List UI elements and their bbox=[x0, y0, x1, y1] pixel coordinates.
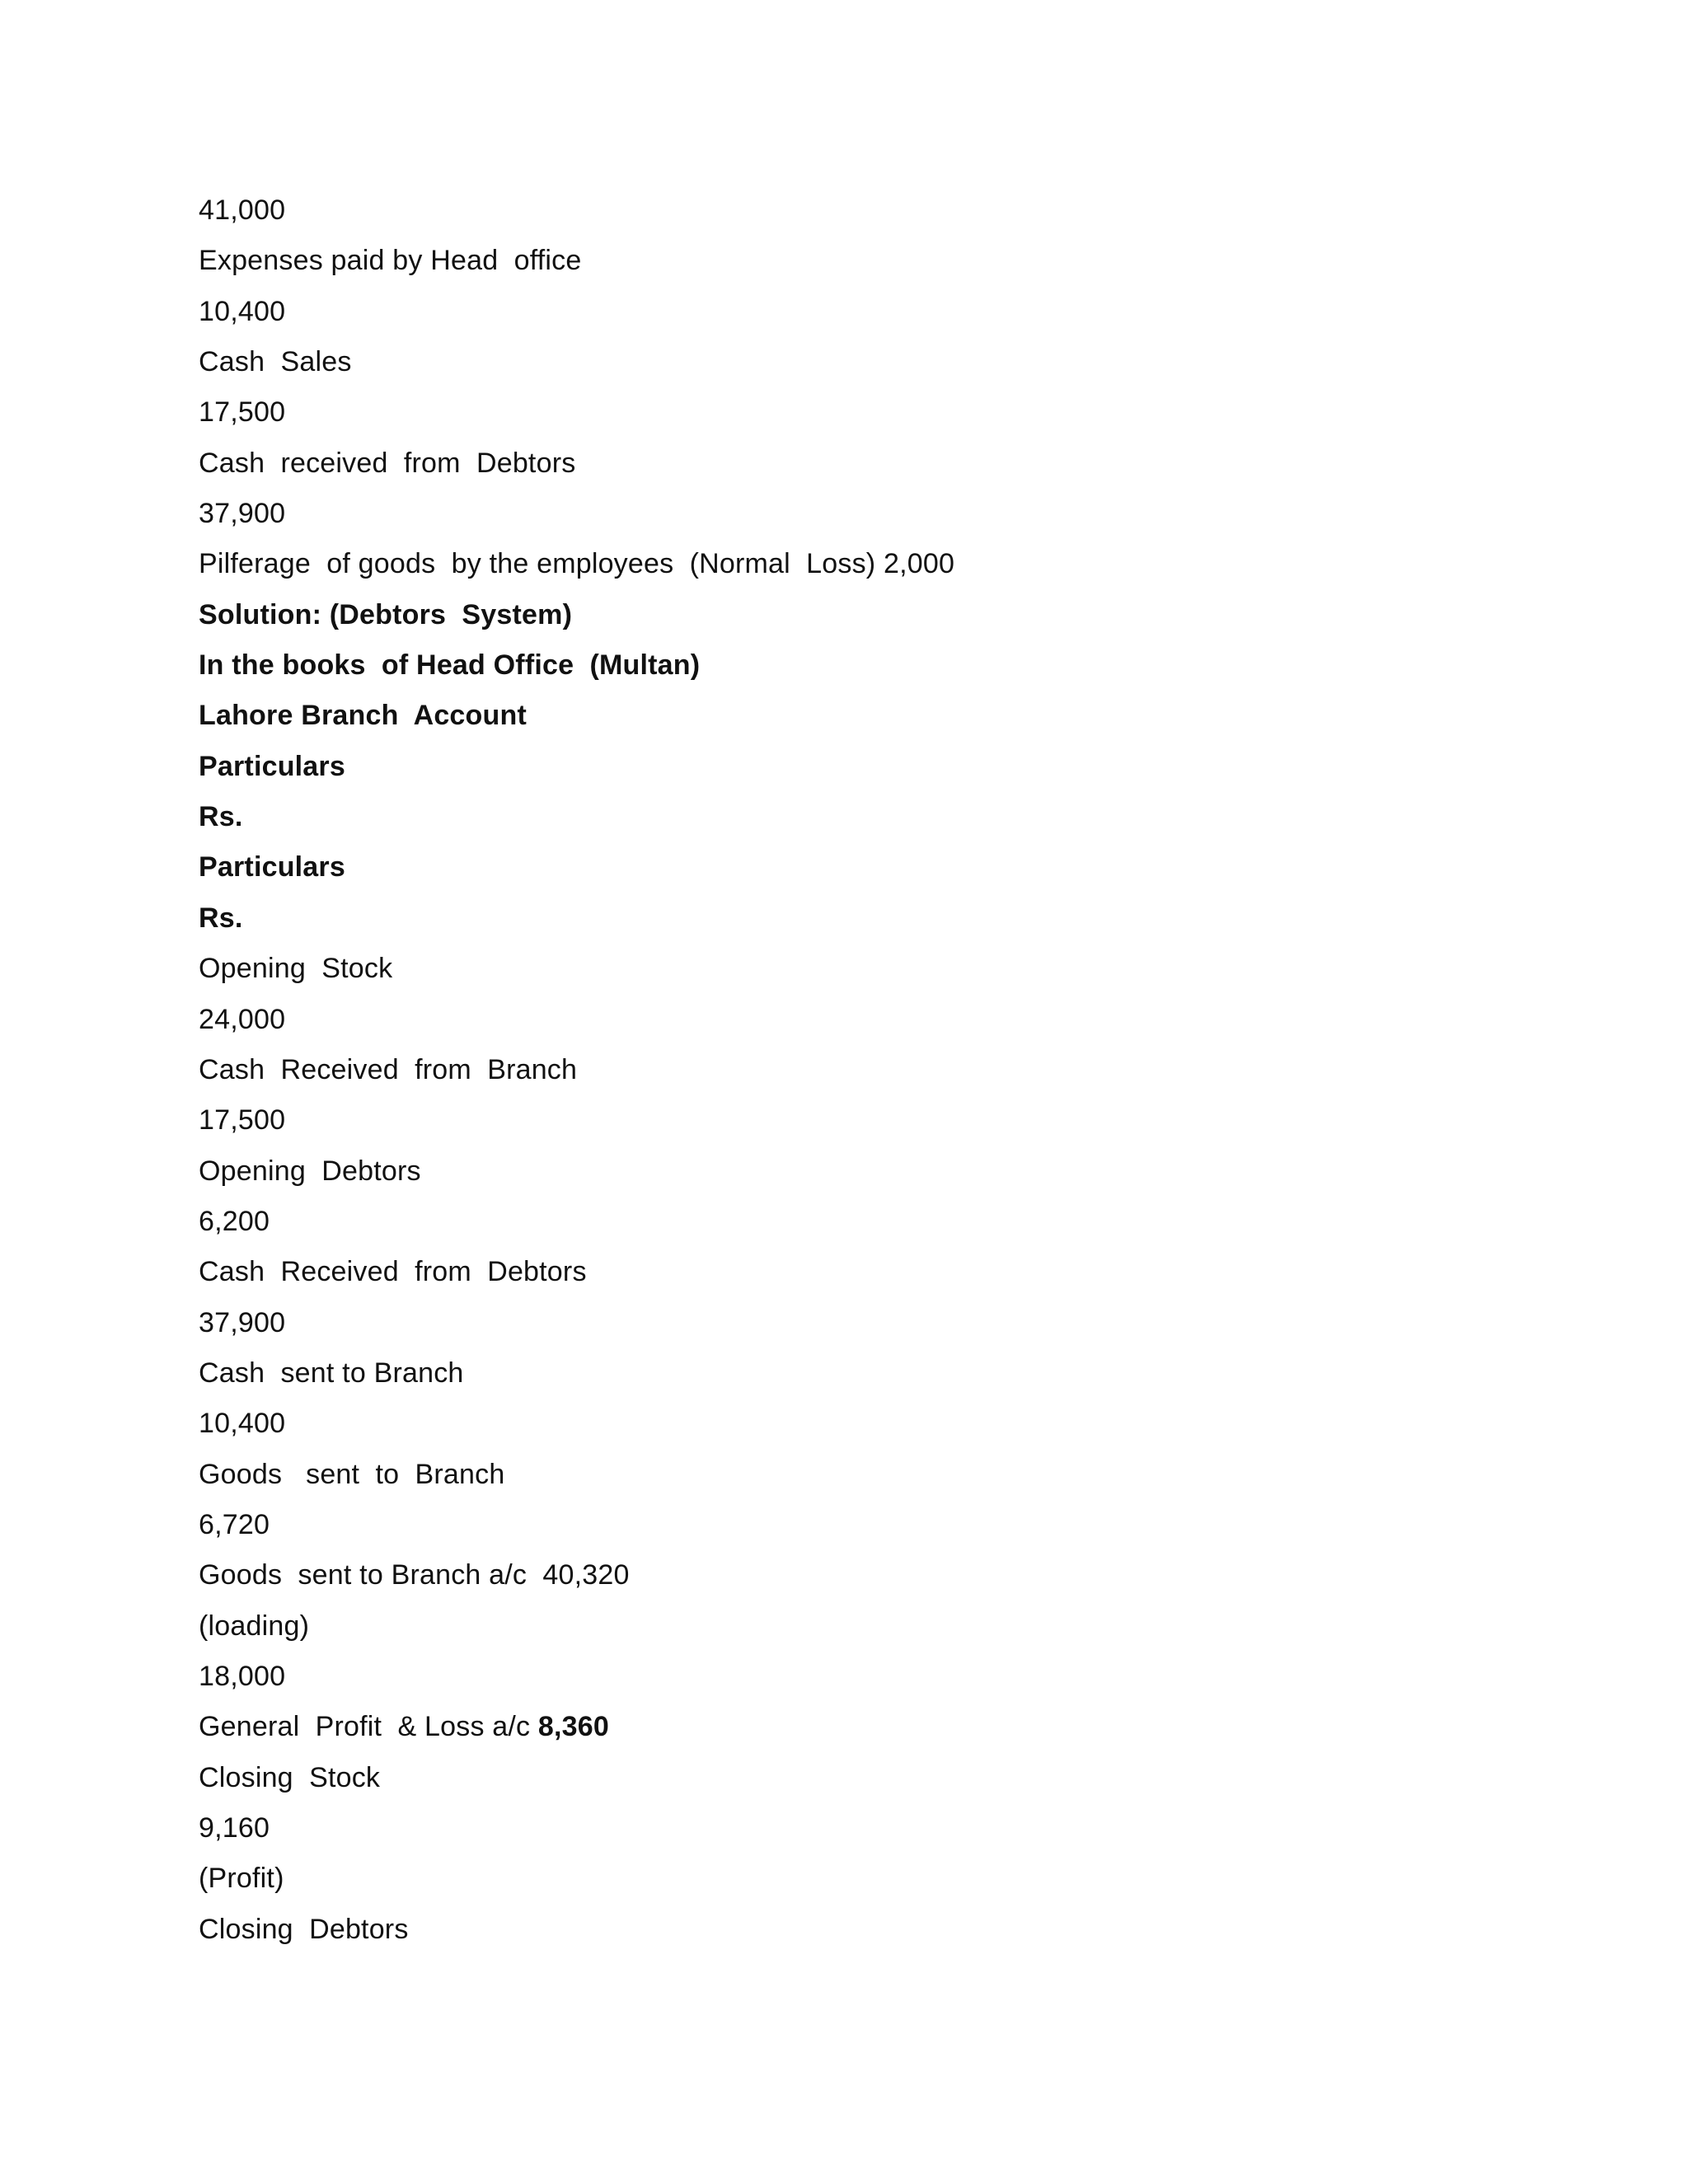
line-text: Rs. bbox=[199, 801, 243, 833]
text-line-2 bbox=[199, 243, 1517, 293]
line-text: Particulars bbox=[199, 750, 345, 782]
line-text: (Profit) bbox=[199, 1863, 284, 1895]
line-text: 37,900 bbox=[199, 498, 286, 530]
text-line-33 bbox=[199, 1811, 1517, 1861]
text-line-24 bbox=[199, 1356, 1517, 1406]
line-text: (loading) bbox=[199, 1610, 310, 1642]
text-line-34 bbox=[199, 1861, 1517, 1911]
line-text: Goods sent to Branch bbox=[199, 1458, 505, 1490]
text-line-18 bbox=[199, 1052, 1517, 1103]
line-text: Cash sent to Branch bbox=[199, 1357, 464, 1389]
line-text: Goods sent to Branch a/c 40,320 bbox=[199, 1559, 630, 1591]
text-line-20 bbox=[199, 1154, 1517, 1204]
line-text: 17,500 bbox=[199, 396, 286, 429]
line-text: Particulars bbox=[199, 851, 345, 883]
text-line-21 bbox=[199, 1204, 1517, 1254]
solution-heading bbox=[199, 598, 1517, 648]
text-line-25 bbox=[199, 1406, 1517, 1456]
text-line-8 bbox=[199, 546, 1517, 597]
line-text: Opening Stock bbox=[199, 953, 393, 985]
text-line-5 bbox=[199, 395, 1517, 445]
text-line-1 bbox=[199, 193, 1517, 243]
line-text: 6,720 bbox=[199, 1508, 270, 1540]
text-line-19 bbox=[199, 1103, 1517, 1153]
column-header-particulars bbox=[199, 850, 1517, 900]
text-line-31 bbox=[199, 1709, 1517, 1760]
document-body bbox=[199, 193, 1517, 1962]
text-line-23 bbox=[199, 1305, 1517, 1356]
text-line-30 bbox=[199, 1659, 1517, 1709]
line-text: Lahore Branch Account bbox=[199, 700, 527, 732]
line-text: Closing Debtors bbox=[199, 1913, 409, 1945]
text-line-35 bbox=[199, 1912, 1517, 1962]
line-text: Cash Received from Branch bbox=[199, 1053, 578, 1085]
column-header-rs bbox=[199, 799, 1517, 850]
text-line-22 bbox=[199, 1254, 1517, 1305]
line-text: 18,000 bbox=[199, 1660, 286, 1692]
text-line-7 bbox=[199, 496, 1517, 546]
line-text: 6,200 bbox=[199, 1205, 270, 1237]
text-line-26 bbox=[199, 1457, 1517, 1507]
text-line-16 bbox=[199, 951, 1517, 1001]
line-text: Rs. bbox=[199, 902, 243, 934]
line-text: Cash Received from Debtors bbox=[199, 1256, 587, 1288]
text-line-28 bbox=[199, 1558, 1517, 1608]
text-line-27 bbox=[199, 1507, 1517, 1558]
line-text: Cash received from Debtors bbox=[199, 447, 576, 479]
text-line-17 bbox=[199, 1002, 1517, 1052]
line-text: Expenses paid by Head office bbox=[199, 245, 582, 277]
text-line-32 bbox=[199, 1760, 1517, 1811]
line-text: 17,500 bbox=[199, 1104, 286, 1137]
line-text: Solution: (Debtors System) bbox=[199, 598, 573, 630]
line-text: Cash Sales bbox=[199, 346, 352, 378]
text-line-4 bbox=[199, 344, 1517, 395]
line-text: Pilferage of goods by the employees (Normal Loss) 2,000 bbox=[199, 548, 955, 580]
text-line-3 bbox=[199, 294, 1517, 344]
account-title bbox=[199, 698, 1517, 748]
text-line-29 bbox=[199, 1609, 1517, 1659]
line-text: General Profit & Loss a/c bbox=[199, 1711, 538, 1743]
text-line-6 bbox=[199, 446, 1517, 496]
profit-amount: 8,360 bbox=[537, 1711, 609, 1743]
line-text: 37,900 bbox=[199, 1306, 286, 1338]
line-text: 9,160 bbox=[199, 1812, 270, 1844]
line-text: 10,400 bbox=[199, 295, 286, 327]
line-text: 24,000 bbox=[199, 1003, 286, 1035]
line-text: 10,400 bbox=[199, 1408, 286, 1440]
column-header-rs bbox=[199, 901, 1517, 951]
books-heading bbox=[199, 648, 1517, 698]
line-text: In the books of Head Office (Multan) bbox=[199, 649, 701, 682]
line-text: Closing Stock bbox=[199, 1761, 381, 1793]
line-text: 41,000 bbox=[199, 194, 286, 226]
column-header-particulars bbox=[199, 749, 1517, 799]
line-text: Opening Debtors bbox=[199, 1155, 421, 1187]
